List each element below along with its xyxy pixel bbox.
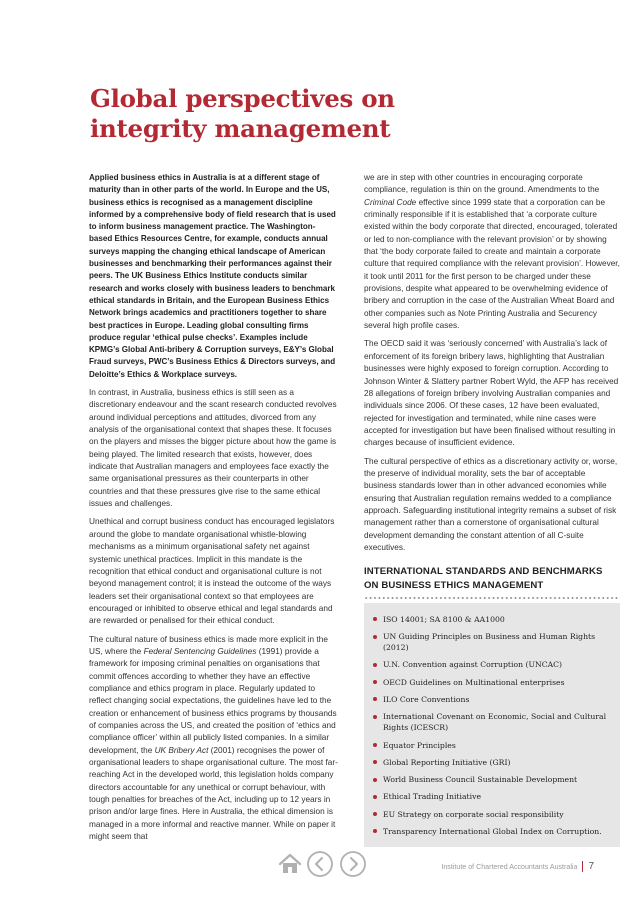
- standards-box: [364, 603, 620, 847]
- bullet-icon: [373, 697, 377, 701]
- body-paragraph: we are in step with other countries in encouraging corporate compliance, regulation is thin on the ground. Amendments to the Criminal Code effective since 1999 state that a corporation can be criminally responsible if it is established that ‘a corporate culture existed within the body corporate that directed, encouraged, tolerated or led to non-compliance with the relevant provision’ or by showing that ‘the body corporate failed to create and maintain a corporate culture that required compliance with the relevant provision’. However, it took until 2011 for the first person to be charged under these provisions, despite what appeared to be overwhelming evidence of bribery and corruption in the case of the Australian Wheat Board and other companies such as Note Printing Australia and Securency several high profile cases.: [364, 173, 620, 331]
- list-item: World Business Council Sustainable Development: [372, 774, 612, 785]
- bullet-icon: [373, 680, 377, 684]
- bullet-icon: [373, 795, 377, 799]
- previous-page-button[interactable]: [305, 849, 335, 879]
- criminal-code-title: Criminal Code: [364, 197, 417, 207]
- bullet-icon: [373, 743, 377, 747]
- list-item: OECD Guidelines on Multinational enterprises: [372, 677, 612, 688]
- list-item: EU Strategy on corporate social responsibility: [372, 809, 612, 820]
- bullet-icon: [373, 715, 377, 719]
- left-column: [89, 172, 338, 849]
- right-column: [364, 172, 620, 847]
- bullet-icon: [373, 663, 377, 667]
- bullet-icon: [373, 829, 377, 833]
- bullet-icon: [373, 617, 377, 621]
- standards-list: [372, 614, 612, 837]
- list-item: International Covenant on Economic, Social and Cultural Rights (ICESCR): [372, 711, 612, 733]
- standards-heading: INTERNATIONAL STANDARDS AND BENCHMARKS ON BUSINESS ETHICS MANAGEMENT: [364, 566, 603, 591]
- lead-paragraph: Applied business ethics in Australia is at a different stage of maturity than in other parts of the world. In Europe and the US, business ethics is recognised as a management discipline informed by a comprehensive body of field research that is used to inform business management practice. The Washington-based Ethics Resources Centre, for example, conducts annual surveys mapping the changing ethical landscape of American businesses and benchmarking their performances against their peers. The UK Business Ethics Institute conducts similar research and works closely with business leaders to benchmark ethical standards in Britain, and the European Business Ethics Network brings academics and practitioners together to share best practices in Europe. Leading global consulting firms produce regular ‘ethical pulse checks’. Examples include KPMG’s Global Anti-bribery & Corruption surveys, E&Y’s Global Fraud surveys, PWC’s Business Ethics & Directors surveys, and Deloitte’s Ethics & Workplace surveys.: [89, 173, 336, 379]
- list-item: ILO Core Conventions: [372, 694, 612, 705]
- list-item: ISO 14001; SA 8100 & AA1000: [372, 614, 612, 625]
- dotted-divider: [364, 596, 620, 600]
- body-paragraph: The OECD said it was ‘seriously concerned’ with Australia’s lack of enforcement of its foreign bribery laws, highlighting that Australian businesses were highly exposed to foreign corruption. According to Johnson Winter & Slattery partner Robert Wyld, the AFP has received 28 allegations of foreign bribery involving Australian companies and individuals since 2006. Of these cases, 12 have been evaluated, rejected for investigation and terminated, while nine cases were accepted for investigation but have been finalised without resulting in charges because of insufficient evidence.: [364, 339, 619, 448]
- federal-sentencing-guidelines-title: Federal Sentencing Guidelines: [143, 646, 257, 656]
- footer-publisher: Institute of Chartered Accountants Australia: [441, 862, 578, 871]
- body-paragraph: In contrast, in Australia, business ethics is still seen as a discretionary endeavour and the scant research conducted revolves around individual perceptions and attitudes, divorced from any analysis of the organisational context that shapes these. It focuses on the players and misses the bigger picture about how the game is being played. The limited research that exists, however, does indicate that Australian managers and employees face exactly the same organisational pressures as their counterparts in other countries and that these pressures give rise to the same ethical issues and challenges.: [89, 388, 337, 509]
- list-item: UN Guiding Principles on Business and Human Rights (2012): [372, 631, 612, 653]
- uk-bribery-act-title: UK Bribery Act: [154, 745, 209, 755]
- bullet-icon: [373, 778, 377, 782]
- body-paragraph: The cultural nature of business ethics is made more explicit in the US, where the Federal Sentencing Guidelines (1991) provide a framework for imposing criminal penalties on organisations that commit offences according to whether they have an effective compliance and ethics program in place. Regularly updated to reflect changing social expectations, the guidelines have led to the creation or enhancement of business ethics programs by thousands of companies across the US, and created the position of ‘ethics and compliance officer’ within all publicly listed companies. In a similar development, the UK Bribery Act (2001) recognises the power of organisational leaders to shape organisational culture. The most far-reaching Act in the developed world, this legislation holds company directors accountable for any unethical or corrupt behaviour, with tough penalties for breaches of the Act, including up to 12 years in prison and/or large fines. Here in Australia, the ethical dimension is managed in a more informal and reactive manner. While on paper it might seem that: [89, 634, 338, 842]
- body-paragraph: Unethical and corrupt business conduct has encouraged legislators around the globe to mandate organisational whistle-blowing mechanisms as a minimum organisational safety net against systemic unethical practices. Implicit in this mandate is the recognition that ethical conduct and organisational culture is not beyond management control; it is instead the outcome of the ways leaders set their organisational context so that employees are encouraged or inhibited to observe ethical and legal standards and are rewarded or penalised for their ethical conduct.: [89, 517, 335, 626]
- list-item: Transparency International Global Index on Corruption.: [372, 826, 612, 837]
- next-page-button[interactable]: [338, 849, 368, 879]
- list-item: Global Reporting Initiative (GRI): [372, 757, 612, 768]
- bullet-icon: [373, 760, 377, 764]
- page-title: Global perspectives on integrity management: [90, 84, 395, 143]
- chevron-right-icon: [339, 850, 367, 878]
- page-footer: [441, 861, 594, 872]
- footer-divider: [582, 861, 583, 872]
- home-button[interactable]: [275, 849, 305, 879]
- list-item: Ethical Trading Initiative: [372, 791, 612, 802]
- list-item: U.N. Convention against Corruption (UNCAC): [372, 659, 612, 670]
- body-paragraph: The cultural perspective of ethics as a discretionary activity or, worse, the preserve of individual morality, sets the bar of acceptable business standards lower than in other advanced economies while ensuring that Australian regulation remains wedded to a compliance approach. Safeguarding institutional integrity remains a subset of risk management rather than a cornerstone of organisational cultural development demanding the constant attention of all C-suite executives.: [364, 456, 618, 552]
- chevron-left-icon: [306, 850, 334, 878]
- list-item: Equator Principles: [372, 740, 612, 751]
- page-number: 7: [588, 861, 594, 872]
- bullet-icon: [373, 635, 377, 639]
- home-icon: [277, 852, 303, 876]
- bullet-icon: [373, 812, 377, 816]
